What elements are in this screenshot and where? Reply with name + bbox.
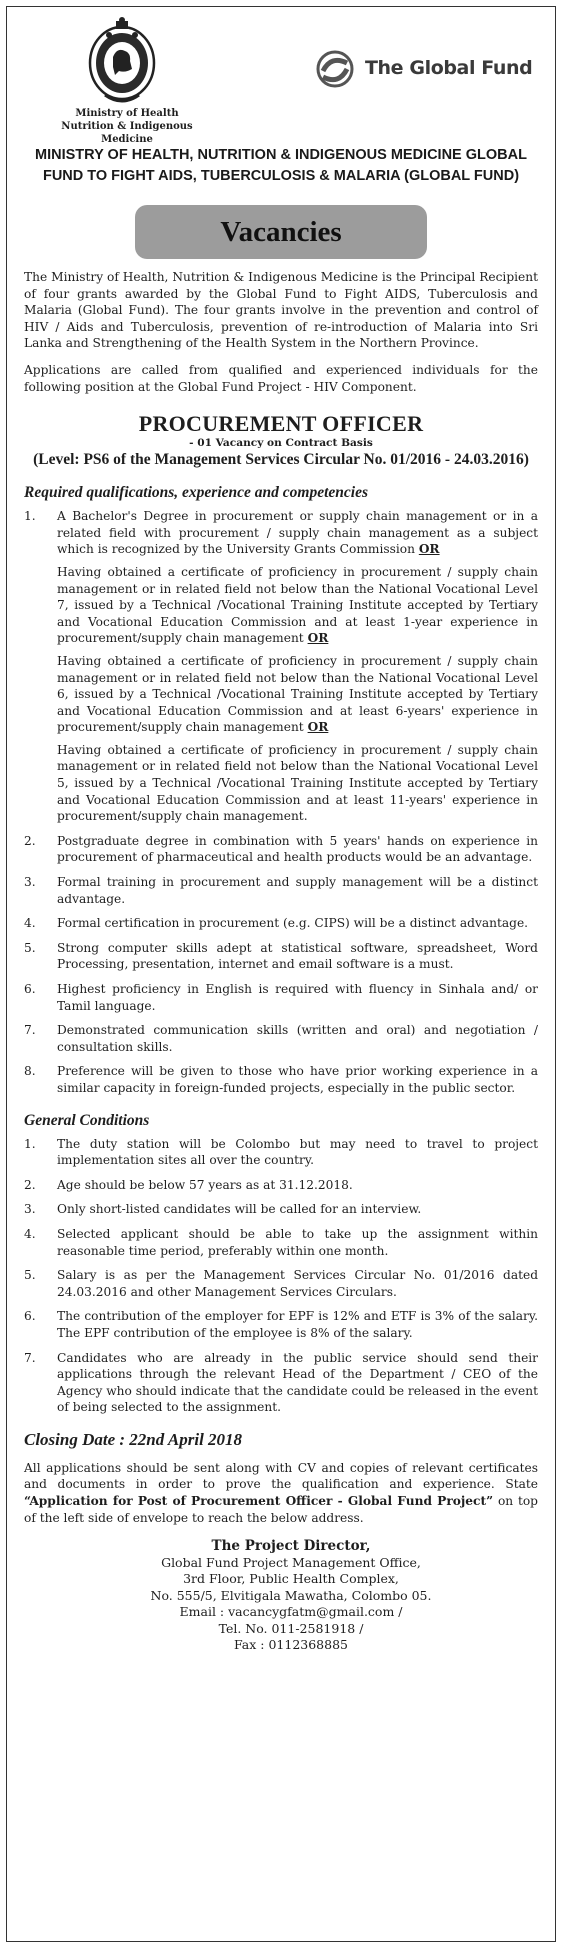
position-vacancy: - 01 Vacancy on Contract Basis bbox=[189, 437, 373, 450]
list-item bbox=[24, 1350, 538, 1416]
list-item bbox=[24, 508, 538, 825]
address-line3: No. 555/5, Elvitigala Mawatha, Colombo 05. bbox=[150, 1587, 432, 1603]
item-text: Preference will be given to those who have prior working experience in a similar capacity in foreign-funded projects, especially in the public sector. bbox=[57, 1064, 538, 1095]
conditions-list bbox=[24, 1136, 538, 1416]
item-number: 2. bbox=[24, 833, 36, 848]
item-number: 3. bbox=[24, 875, 36, 890]
list-item bbox=[24, 981, 538, 1014]
item-number: 4. bbox=[24, 1226, 36, 1241]
address-email: Email : vacancygfatm@gmail.com / bbox=[179, 1604, 403, 1620]
item-text: Having obtained a certificate of proficiency in procurement / supply chain management or in related field not below than the National Vocational Level 7, issued by a Technical /Vocational Training Institute accepted by Tertiary and Vocational Education Commission and at least 1-year experience in procurement/supply chain management bbox=[57, 564, 538, 646]
qualifications-list bbox=[24, 508, 538, 1096]
item-number: 4. bbox=[24, 916, 36, 931]
item-text: The contribution of the employer for EPF is 12% and ETF is 3% of the salary. The EPF contribution of the employee is 8% of the salary. bbox=[57, 1309, 538, 1340]
conditions-heading: General Conditions bbox=[24, 1111, 150, 1129]
ministry-caption-line2: Nutrition & Indigenous Medicine bbox=[61, 121, 193, 145]
item-number: 1. bbox=[24, 1136, 36, 1151]
item-text: Having obtained a certificate of proficiency in procurement / supply chain management or in related field not below than the National Vocational Level 6, issued by a Technical /Vocational Training Institute accepted by Tertiary and Vocational Education Commission and at least 6-years' experience in procurement/supply chain management bbox=[57, 653, 538, 735]
address-title: The Project Director, bbox=[211, 1538, 371, 1555]
item-text: Postgraduate degree in combination with 5 years' hands on experience in procurement of pharmaceutical and health products would be an advantage. bbox=[57, 833, 538, 865]
item-text: Selected applicant should be able to take up the assignment within reasonable time period, preferably within one month. bbox=[57, 1226, 538, 1258]
item-text: Only short-listed candidates will be called for an interview. bbox=[57, 1202, 422, 1217]
address-line2: 3rd Floor, Public Health Complex, bbox=[183, 1571, 399, 1587]
instructions-paragraph bbox=[24, 1460, 538, 1526]
address-line1: Global Fund Project Management Office, bbox=[161, 1554, 421, 1570]
or-label: OR bbox=[418, 542, 440, 557]
position-title: PROCUREMENT OFFICER bbox=[138, 411, 424, 437]
item-text: Formal certification in procurement (e.g. CIPS) will be a distinct advantage. bbox=[57, 916, 529, 931]
item-text: Age should be below 57 years as at 31.12.2018. bbox=[57, 1177, 353, 1192]
item-number: 3. bbox=[24, 1202, 36, 1217]
address-block bbox=[7, 1538, 555, 1654]
item-text: Candidates who are already in the public service should send their applications through the relevant Head of the Department / CEO of the Agency who should indicate that the candidate could be released in the event of being selected to the assignment. bbox=[57, 1350, 538, 1415]
item-text: A Bachelor's Degree in procurement or supply chain management or in a related field with procurement / supply chain management as a subject which is recognized by the University Grants Commission bbox=[57, 509, 538, 557]
list-item bbox=[24, 1022, 538, 1055]
list-item bbox=[24, 833, 538, 866]
item-text: Highest proficiency in English is required with fluency in Sinhala and/ or Tamil language. bbox=[57, 982, 538, 1013]
closing-date: Closing Date : 22nd April 2018 bbox=[24, 1429, 243, 1449]
item-text: The duty station will be Colombo but may need to travel to project implementation sites all over the country. bbox=[57, 1136, 538, 1168]
address-fax: Fax : 0112368885 bbox=[233, 1637, 348, 1653]
list-item bbox=[24, 940, 538, 973]
item-number: 6. bbox=[24, 1309, 36, 1324]
item-number: 7. bbox=[24, 1350, 36, 1365]
ministry-caption bbox=[47, 107, 207, 146]
position-level: (Level: PS6 of the Management Services Circular No. 01/2016 - 24.03.2016) bbox=[33, 451, 529, 469]
list-item bbox=[24, 1226, 538, 1259]
item-text: Strong computer skills adept at statistical software, spreadsheet, Word Processing, presentation, internet and email software is a must. bbox=[57, 940, 538, 972]
item-text: Formal training in procurement and supply management will be a distinct advantage. bbox=[57, 875, 538, 906]
vacancies-banner: Vacancies bbox=[135, 205, 427, 259]
ministry-caption-line1: Ministry of Health bbox=[75, 108, 179, 119]
sub-item bbox=[57, 653, 538, 736]
item-number: 6. bbox=[24, 982, 36, 996]
list-item bbox=[24, 1177, 538, 1194]
item-text: Having obtained a certificate of proficiency in procurement / supply chain management or in related field not below than the National Vocational Level 5, issued by a Technical /Vocational Training Institute accepted by Tertiary and Vocational Education Commission and at least 11-years' experience in procurement/supply chain management. bbox=[57, 742, 538, 824]
list-item bbox=[24, 915, 538, 932]
qualifications-heading: Required qualifications, experience and competencies bbox=[24, 484, 368, 502]
list-item bbox=[24, 1308, 538, 1341]
item-text: Salary is as per the Management Services Circular No. 01/2016 dated 24.03.2016 and other Management Services Circulars. bbox=[57, 1268, 538, 1299]
header bbox=[7, 7, 555, 145]
global-fund-logo-text: The Global Fund bbox=[365, 57, 533, 79]
list-item bbox=[24, 1063, 538, 1096]
sub-item bbox=[57, 564, 538, 647]
instructions-before: All applications should be sent along with CV and copies of relevant certificates and documents in order to prove the qualification and experience. State bbox=[24, 1460, 538, 1492]
item-number: 5. bbox=[24, 940, 36, 955]
instructions-after: on top of the left side of envelope to reach the below address. bbox=[24, 1494, 538, 1525]
item-number: 2. bbox=[24, 1177, 36, 1192]
item-number: 5. bbox=[24, 1268, 36, 1283]
sri-lanka-emblem-icon bbox=[85, 17, 159, 105]
item-number: 7. bbox=[24, 1023, 36, 1038]
or-label: OR bbox=[307, 720, 329, 735]
list-item bbox=[24, 1136, 538, 1169]
instructions-quote: “Application for Post of Procurement Officer - Global Fund Project” bbox=[24, 1494, 494, 1509]
intro-paragraph: The Ministry of Health, Nutrition & Indigenous Medicine is the Principal Recipient of four grants awarded by the Global Fund to Fight AIDS, Tuberculosis and Malaria (Global Fund). The four grants involve in the prevention and control of HIV / Aids and Tuberculosis, prevention of re-introduction of Malaria into Sri Lanka and Strengthening of the Health System in the Northern Province. bbox=[24, 270, 538, 351]
item-text: Demonstrated communication skills (written and oral) and negotiation / consultation skills. bbox=[57, 1023, 538, 1054]
item-number: 8. bbox=[24, 1064, 36, 1079]
vacancy-advertisement bbox=[6, 6, 556, 1942]
list-item bbox=[24, 1201, 538, 1218]
address-tel: Tel. No. 011-2581918 / bbox=[218, 1620, 364, 1636]
sub-item bbox=[57, 742, 538, 825]
list-item bbox=[24, 874, 538, 907]
list-item bbox=[24, 1267, 538, 1300]
main-title: MINISTRY OF HEALTH, NUTRITION & INDIGENOUS MEDICINE GLOBAL FUND TO FIGHT AIDS, TUBERCULOSIS & MALARIA (GLOBAL FUND) bbox=[35, 147, 527, 184]
or-label: OR bbox=[307, 631, 329, 646]
item-number: 1. bbox=[24, 509, 36, 524]
applications-paragraph: Applications are called from qualified and experienced individuals for the following position at the Global Fund Project - HIV Component. bbox=[24, 362, 538, 394]
